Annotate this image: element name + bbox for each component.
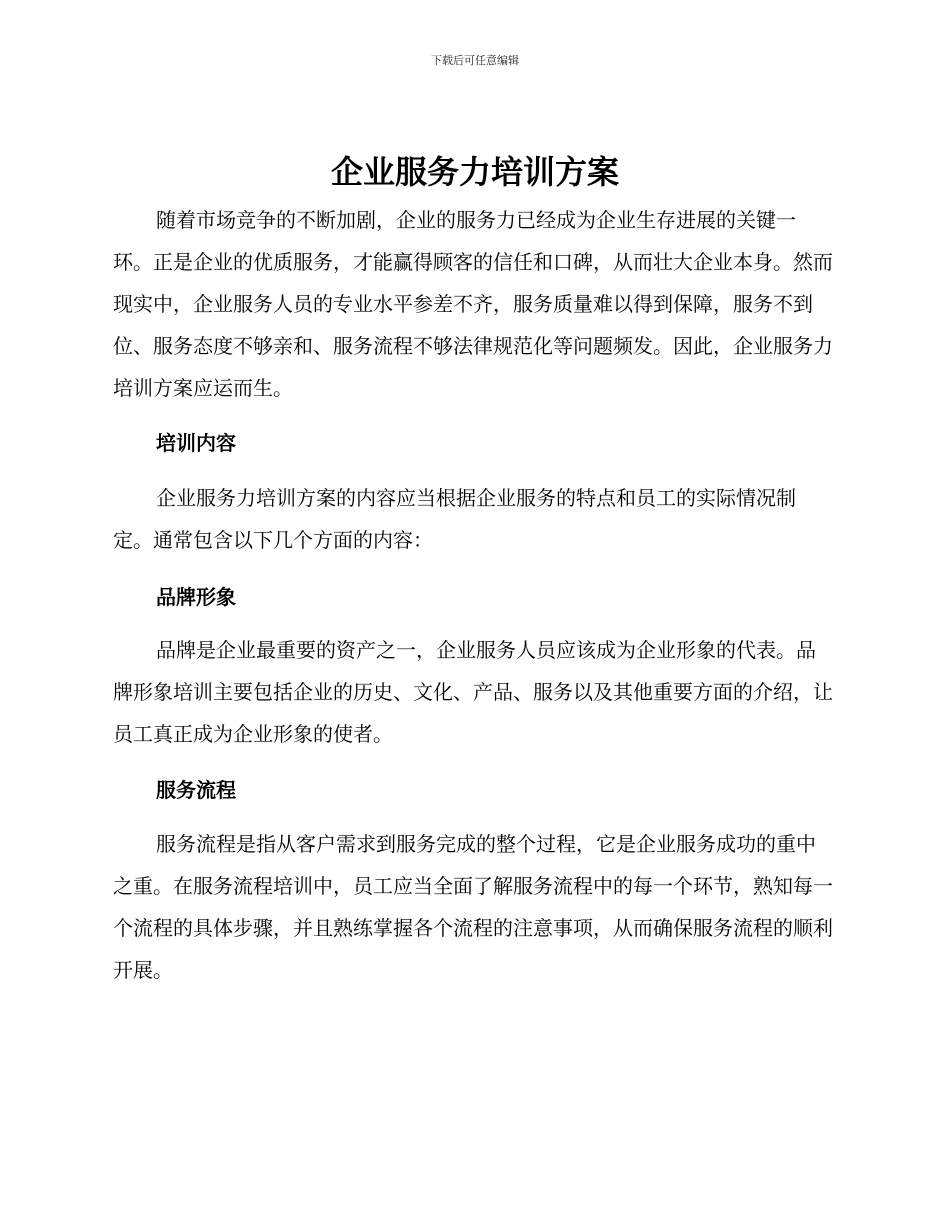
document-title: 企业服务力培训方案 — [330, 153, 619, 191]
section-body-training-content: 企业服务力培训方案的内容应当根据企业服务的特点和员工的实际情况制定。通常包含以下几个方面的内容： — [113, 486, 796, 552]
section-heading-training-content: 培训内容 — [156, 431, 236, 455]
section-body-brand-image: 品牌是企业最重要的资产之一，企业服务人员应该成为企业形象的代表。品牌形象培训主要包括企业的历史、文化、产品、服务以及其他重要方面的介绍，让员工真正成为企业形象的使者。 — [113, 638, 833, 746]
section-heading-brand-image: 品牌形象 — [156, 585, 236, 609]
header-note: 下载后可任意编辑 — [431, 54, 519, 67]
intro-paragraph: 随着市场竞争的不断加剧，企业的服务力已经成为企业生存进展的关键一环。正是企业的优质服务，才能赢得顾客的信任和口碑，从而壮大企业本身。然而现实中，企业服务人员的专业水平参差不齐，服务质量难以得到保障，服务不到位、服务态度不够亲和、服务流程不够法律规范化等问题频发。因此，企业服务力培训方案应运而生。 — [113, 208, 833, 400]
section-body-service-process: 服务流程是指从客户需求到服务完成的整个过程，它是企业服务成功的重中之重。在服务流程培训中，员工应当全面了解服务流程中的每一个环节，熟知每一个流程的具体步骤，并且熟练掌握各个流程的注意事项，从而确保服务流程的顺利开展。 — [113, 832, 833, 982]
section-heading-service-process: 服务流程 — [156, 778, 236, 802]
